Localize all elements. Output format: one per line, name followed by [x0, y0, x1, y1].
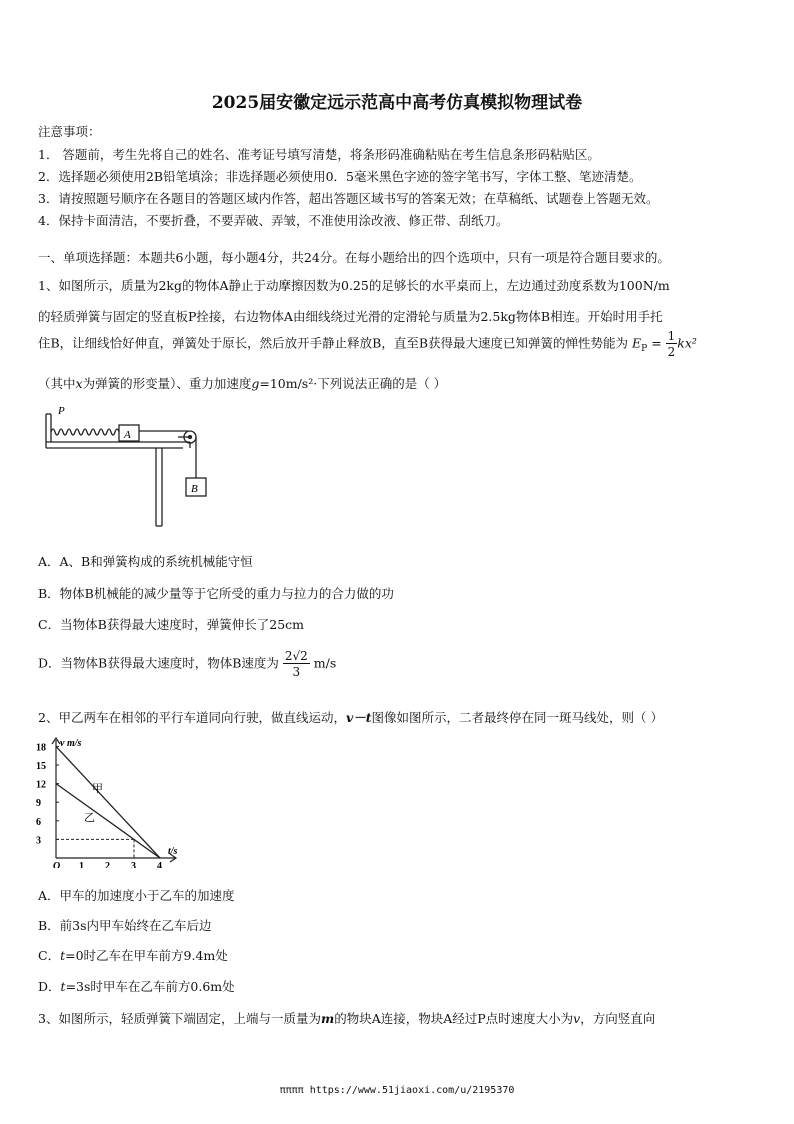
label-a: A: [124, 429, 131, 441]
q1-line1: 1、如图所示，质量为2kg的物体A静止于动摩擦因数为0.25的足够长的水平桌而上，左边通过劲度系数为100N/m: [38, 278, 670, 293]
series-label: 甲: [92, 783, 103, 796]
q3-line1: [38, 1009, 655, 1027]
q2-line1b: 图像如图所示，二者最终停在同一斑马线处，则（ ）: [371, 710, 663, 725]
notes-heading: 注意事项：: [38, 124, 101, 139]
section-heading: 一、单项选择题：本题共6小题，每小题4分，共24分。在每小题给出的四个选项中，只有一项是符合题目要求的。: [38, 250, 670, 265]
formula-fraction: [666, 330, 678, 358]
option-d-fraction: [283, 650, 310, 678]
q1-option-b: B．物体B机械能的减少量等于它所受的重力与拉力的合力做的功: [38, 586, 394, 601]
x-tick-label: 1: [79, 861, 84, 868]
formula-ep: E: [632, 335, 642, 351]
q1-line2: 的轻质弹簧与固定的竖直板P拴接，右边物体A由细线绕过光滑的定滑轮与质量为2.5kg物体B相连。开始时用手托: [38, 309, 663, 324]
q2-line1: [38, 708, 663, 726]
y-tick-label: 9: [36, 798, 41, 810]
formula-rhs: kx²: [677, 335, 697, 351]
q3-v: v: [573, 1011, 581, 1026]
y-tick-label: 15: [36, 761, 46, 772]
x-tick-label: O: [53, 861, 61, 868]
x-tick-label: 2: [105, 861, 110, 868]
q3-line1b: 的物块A连接，物块A经过P点时速度大小为: [334, 1011, 574, 1026]
q1-line4b: 为弹簧的形变量）、重力加速度: [82, 376, 252, 391]
note-item: 4．保持卡面清洁，不要折叠，不要弄破、弄皱，不准使用涂改液、修正带、刮纸刀。: [38, 213, 509, 228]
q1-option-a: A．A、B和弹簧构成的系统机械能守恒: [38, 554, 253, 569]
page-title: 2025届安徽定远示范高中高考仿真模拟物理试卷: [211, 93, 583, 113]
x-tick-label: 4: [157, 861, 162, 868]
formula-num: 1: [667, 329, 676, 343]
y-tick-label: 3: [36, 835, 41, 847]
q2-option-c-t: t: [60, 948, 66, 963]
q2-option-c-post: =0时乙车在甲车前方9.4m处: [65, 948, 228, 963]
q1-line4: [38, 374, 446, 392]
y-tick-label: 6: [36, 816, 41, 828]
q2-option-a: A．甲车的加速度小于乙车的加速度: [38, 888, 235, 903]
y-tick-label: 12: [36, 779, 46, 791]
formula-ep-sub: P: [641, 344, 648, 354]
y-tick-label: 18: [36, 742, 46, 754]
q1-line4a: （其中: [38, 376, 76, 391]
q2-option-c-pre: C．: [38, 948, 61, 963]
q2-vt: v－t: [345, 710, 372, 725]
q2-option-c: [38, 946, 228, 964]
option-d-unit: m/s: [313, 655, 337, 671]
note-item: 3．请按照题号顺序在各题目的答题区域内作答，超出答题区域书写的答案无效；在草稿纸、试题卷上答题无效。: [38, 191, 659, 206]
label-b: B: [191, 483, 198, 495]
label-p: P: [58, 405, 65, 417]
q2-option-d-pre: D．: [38, 979, 61, 994]
formula-den: 2: [667, 345, 676, 359]
series-line-yi: [56, 784, 160, 858]
series-line-jia: [56, 746, 160, 858]
x-axis-label: t/s: [168, 846, 178, 857]
formula-eq: =: [647, 335, 666, 351]
q1-option-d: [38, 650, 336, 678]
q1-option-c: C．当物体B获得最大速度时，弹簧伸长了25cm: [38, 617, 305, 632]
q1-line3-wrap: [38, 330, 697, 358]
q2-line1a: 2、甲乙两车在相邻的平行车道同向行驶，做直线运动，: [38, 710, 346, 725]
q3-line1a: 3、如图所示，轻质弹簧下端固定，上端与一质量为: [38, 1011, 321, 1026]
q3-m: m: [320, 1011, 335, 1026]
q1-figure: [38, 404, 218, 532]
q1-line4c: =10m/s²·下列说法正确的是（ ）: [259, 376, 447, 391]
x-tick-label: 3: [131, 861, 136, 868]
footer-url: ππππ https://www.51jiaoxi.com/u/2195370: [279, 1085, 515, 1096]
option-d-num: 2√2: [284, 649, 308, 663]
q3-line1c: ，方向竖直向: [580, 1011, 656, 1026]
option-d-den: 3: [292, 665, 301, 679]
note-item: 1． 答题前，考生先将自己的姓名、准考证号填写清楚，将条形码准确粘贴在考生信息条形码粘贴区。: [38, 147, 600, 162]
q1-option-d-text: D．当物体B获得最大速度时，物体B速度为: [38, 655, 279, 671]
chart-series: [56, 746, 160, 858]
q2-option-b: B．前3s内甲车始终在乙车后边: [38, 918, 212, 933]
q2-option-d: [38, 977, 235, 995]
chart-ticks: [36, 742, 162, 868]
y-axis-label: v m/s: [60, 738, 82, 749]
spring-icon: [51, 429, 119, 435]
q1-line4-g: g: [251, 376, 260, 391]
note-item: 2．选择题必须使用2B铅笔填涂；非选择题必须使用0．5毫米黑色字迹的签字笔书写，字体工整、笔迹清楚。: [38, 169, 642, 184]
q1-line4-x: x: [75, 376, 83, 391]
q1-line3: 住B，让细线恰好伸直，弹簧处于原长，然后放开手静止释放B，直至B获得最大速度已知弹簧的惮性势能为: [38, 335, 629, 351]
q2-option-d-post: =3s时甲车在乙车前方0.6m处: [65, 979, 235, 994]
series-label: 乙: [84, 811, 95, 824]
q2-option-d-t: t: [60, 979, 66, 994]
q2-vt-chart: [36, 734, 186, 868]
